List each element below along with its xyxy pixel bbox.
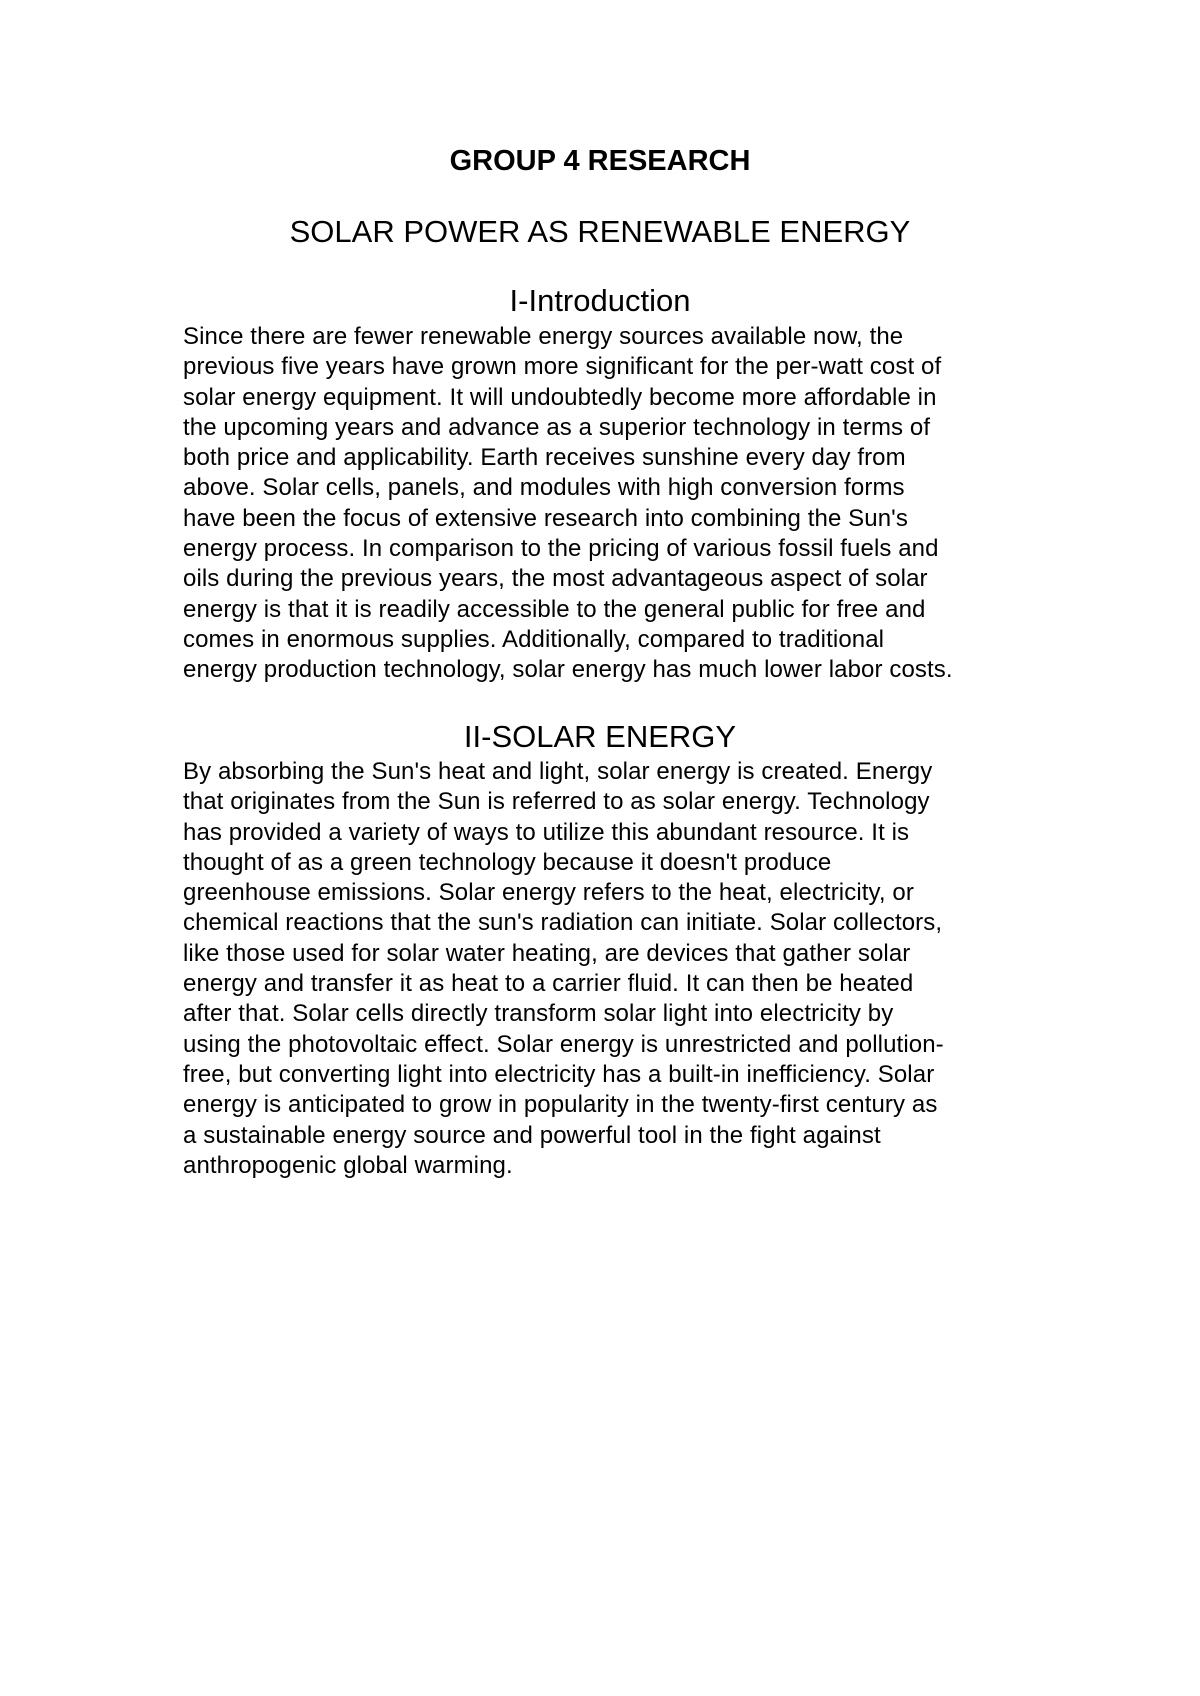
- section-heading-solar-energy: II-SOLAR ENERGY: [463, 719, 737, 754]
- document-title: GROUP 4 RESEARCH: [449, 145, 751, 177]
- paragraph-line: both price and applicability. Earth receives sunshine every day from: [183, 444, 906, 472]
- paragraph-line: using the photovoltaic effect. Solar energy is unrestricted and pollution-: [183, 1030, 944, 1058]
- paragraph-line: has provided a variety of ways to utilize this abundant resource. It is: [183, 818, 910, 846]
- paragraph-line: chemical reactions that the sun's radiation can initiate. Solar collectors,: [183, 909, 943, 937]
- paragraph-line: a sustainable energy source and powerful tool in the fight against: [183, 1121, 881, 1149]
- solar-energy-paragraph: [183, 757, 1063, 1181]
- paragraph-line: greenhouse emissions. Solar energy refers to the heat, electricity, or: [183, 879, 914, 907]
- paragraph-line: have been the focus of extensive research into combining the Sun's: [183, 504, 908, 532]
- paragraph-line: energy and transfer it as heat to a carrier fluid. It can then be heated: [183, 970, 914, 998]
- paragraph-line: comes in enormous supplies. Additionally, compared to traditional: [183, 625, 885, 653]
- paragraph-line: anthropogenic global warming.: [183, 1151, 513, 1179]
- paragraph-line: the upcoming years and advance as a superior technology in terms of: [183, 413, 931, 441]
- introduction-paragraph: [183, 322, 1063, 686]
- paragraph-line: Since there are fewer renewable energy sources available now, the: [183, 323, 904, 350]
- paragraph-line: that originates from the Sun is referred to as solar energy. Technology: [183, 788, 930, 816]
- paragraph-line: solar energy equipment. It will undoubtedly become more affordable in: [183, 383, 937, 411]
- paragraph-line: energy is that it is readily accessible to the general public for free and: [183, 595, 926, 623]
- paragraph-line: energy is anticipated to grow in popularity in the twenty-first century as: [183, 1091, 938, 1119]
- section-heading-introduction: I-Introduction: [509, 283, 691, 318]
- paragraph-line: oils during the previous years, the most advantageous aspect of solar: [183, 565, 928, 593]
- paragraph-line: free, but converting light into electricity has a built-in inefficiency. Solar: [183, 1060, 935, 1088]
- paragraph-line: thought of as a green technology because it doesn't produce: [183, 848, 832, 876]
- paragraph-line: By absorbing the Sun's heat and light, solar energy is created. Energy: [183, 758, 933, 785]
- document-subtitle: SOLAR POWER AS RENEWABLE ENERGY: [289, 214, 911, 249]
- paragraph-line: above. Solar cells, panels, and modules with high conversion forms: [183, 474, 905, 502]
- paragraph-line: like those used for solar water heating, are devices that gather solar: [183, 939, 911, 967]
- paragraph-line: energy process. In comparison to the pricing of various fossil fuels and: [183, 535, 939, 563]
- paragraph-line: previous five years have grown more significant for the per-watt cost of: [183, 353, 942, 381]
- paragraph-line: energy production technology, solar energy has much lower labor costs.: [183, 656, 953, 684]
- paragraph-line: after that. Solar cells directly transform solar light into electricity by: [183, 1000, 894, 1028]
